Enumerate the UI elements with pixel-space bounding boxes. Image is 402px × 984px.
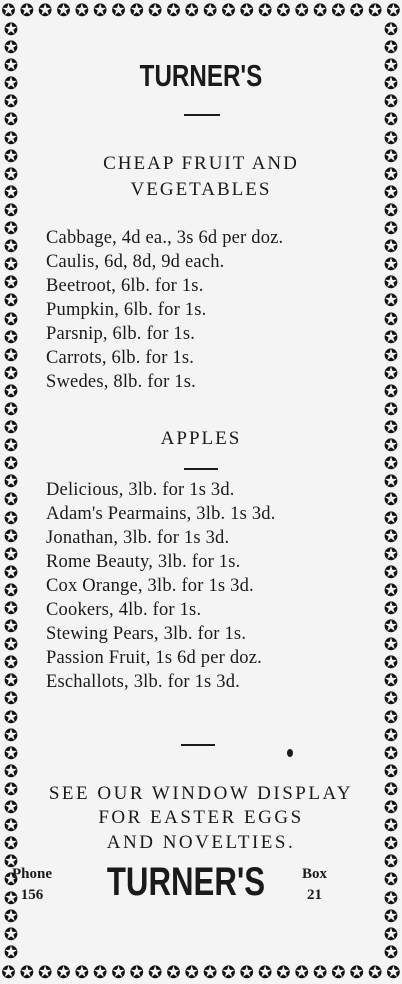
box-number: 21 (307, 887, 322, 903)
star-icon: ✪ (383, 327, 399, 348)
star-icon: ✪ (74, 0, 89, 21)
star-icon: ✪ (331, 962, 346, 983)
star-icon: ✪ (3, 834, 19, 855)
star-icon: ✪ (3, 363, 19, 384)
star-icon: ✪ (3, 580, 19, 601)
star-icon: ✪ (93, 962, 108, 983)
star-icon: ✪ (56, 0, 71, 21)
star-icon: ✪ (312, 0, 328, 21)
star-icon: ✪ (38, 962, 53, 983)
phone-number: 156 (20, 887, 44, 903)
fruit-subheading: VEGETABLES (130, 179, 272, 200)
star-icon: ✪ (383, 237, 399, 258)
star-icon: ✪ (3, 291, 19, 312)
star-icon: ✪ (386, 0, 401, 21)
apples-list (46, 478, 276, 694)
star-icon: ✪ (3, 635, 19, 656)
star-icon: ✪ (386, 962, 401, 983)
star-icon: ✪ (331, 0, 346, 21)
star-icon: ✪ (148, 962, 163, 983)
list-item: Rome Beauty, 3lb. for 1s. (46, 552, 241, 572)
star-icon: ✪ (383, 906, 399, 927)
star-icon: ✪ (111, 962, 126, 983)
star-icon: ✪ (383, 363, 399, 384)
star-icon: ✪ (3, 164, 19, 185)
star-icon: ✪ (383, 924, 399, 945)
star-icon: ✪ (3, 490, 19, 511)
star-border-top (0, 0, 402, 22)
star-icon: ✪ (3, 906, 19, 927)
star-icon: ✪ (3, 418, 19, 439)
star-icon: ✪ (383, 454, 399, 475)
star-icon: ✪ (257, 0, 273, 21)
fruit-list (46, 226, 283, 394)
star-icon: ✪ (383, 617, 399, 638)
star-icon: ✪ (239, 962, 254, 983)
star-icon: ✪ (3, 870, 19, 891)
star-icon: ✪ (3, 852, 19, 873)
ad-content (24, 22, 378, 962)
star-icon: ✪ (367, 962, 383, 983)
star-icon: ✪ (93, 0, 108, 21)
star-icon: ✪ (184, 962, 199, 983)
star-icon: ✪ (221, 962, 236, 983)
box-block (302, 864, 327, 906)
fruit-heading: CHEAP FRUIT AND (103, 153, 299, 174)
divider-rule (181, 744, 215, 746)
star-icon: ✪ (3, 472, 19, 493)
star-icon: ✪ (383, 544, 399, 565)
star-icon: ✪ (3, 182, 19, 203)
star-icon: ✪ (3, 671, 19, 692)
star-icon: ✪ (383, 92, 399, 113)
phone-label: Phone (12, 866, 53, 882)
star-icon: ✪ (3, 381, 19, 402)
list-item: Delicious, 3lb. for 1s 3d. (46, 480, 235, 500)
star-border-bottom (0, 962, 402, 984)
list-item: Cabbage, 4d ea., 3s 6d per doz. (46, 228, 284, 248)
star-border-right (380, 22, 402, 962)
star-icon: ✪ (239, 0, 254, 21)
star-icon: ✪ (383, 689, 399, 710)
star-icon: ✪ (56, 962, 71, 983)
star-icon: ✪ (3, 508, 19, 529)
star-icon: ✪ (3, 273, 19, 294)
phone-block (12, 864, 52, 906)
list-item: Eschallots, 3lb. for 1s 3d. (46, 672, 240, 692)
star-icon: ✪ (221, 0, 236, 21)
star-icon: ✪ (3, 399, 19, 420)
promo-line-3: AND NOVELTIES. (106, 832, 296, 853)
star-icon: ✪ (3, 327, 19, 348)
star-icon: ✪ (3, 599, 19, 619)
star-icon: ✪ (3, 653, 19, 674)
star-icon: ✪ (383, 291, 399, 312)
star-icon: ✪ (3, 544, 19, 565)
star-icon: ✪ (383, 834, 399, 855)
star-icon: ✪ (74, 962, 89, 983)
star-icon: ✪ (383, 399, 399, 420)
star-icon: ✪ (383, 816, 399, 837)
star-icon: ✪ (383, 255, 399, 276)
star-icon: ✪ (383, 128, 399, 149)
star-icon: ✪ (3, 436, 19, 457)
star-icon: ✪ (3, 74, 19, 95)
star-icon: ✪ (383, 146, 399, 167)
list-item: Pumpkin, 6lb. for 1s. (46, 300, 207, 320)
star-icon: ✪ (349, 0, 364, 21)
star-icon: ✪ (3, 816, 19, 837)
star-icon: ✪ (383, 273, 399, 294)
star-icon: ✪ (166, 0, 181, 21)
star-icon: ✪ (202, 0, 218, 21)
star-icon: ✪ (294, 0, 309, 21)
star-icon: ✪ (383, 725, 399, 746)
star-icon: ✪ (383, 345, 399, 366)
star-icon: ✪ (383, 490, 399, 511)
star-icon: ✪ (3, 526, 19, 547)
star-icon: ✪ (312, 962, 328, 983)
star-icon: ✪ (3, 92, 19, 113)
star-icon: ✪ (383, 182, 399, 203)
star-icon: ✪ (383, 653, 399, 674)
star-icon: ✪ (276, 962, 291, 983)
star-icon: ✪ (383, 472, 399, 493)
star-icon: ✪ (129, 0, 144, 21)
star-icon: ✪ (383, 562, 399, 583)
divider-rule (184, 468, 218, 470)
star-icon: ✪ (3, 454, 19, 475)
star-icon: ✪ (383, 743, 399, 764)
box-label: Box (302, 866, 328, 882)
star-icon: ✪ (3, 725, 19, 746)
star-icon: ✪ (383, 22, 399, 40)
list-item: Swedes, 8lb. for 1s. (46, 372, 196, 392)
star-icon: ✪ (383, 110, 399, 131)
star-icon: ✪ (383, 309, 399, 330)
star-icon: ✪ (383, 870, 399, 891)
star-icon: ✪ (3, 924, 19, 945)
star-icon: ✪ (3, 255, 19, 276)
star-icon: ✪ (367, 0, 383, 21)
star-icon: ✪ (383, 888, 399, 909)
star-icon: ✪ (383, 599, 399, 619)
apples-heading: APPLES (160, 428, 242, 449)
list-item: Cookers, 4lb. for 1s. (46, 600, 202, 620)
divider-rule (184, 114, 220, 116)
star-border-left (0, 22, 22, 962)
star-icon: ✪ (3, 798, 19, 819)
star-icon: ✪ (3, 707, 19, 728)
star-icon: ✪ (19, 0, 34, 21)
star-icon: ✪ (383, 761, 399, 782)
star-icon: ✪ (3, 942, 19, 962)
print-speck (287, 749, 293, 757)
star-icon: ✪ (3, 237, 19, 258)
star-icon: ✪ (3, 562, 19, 583)
star-icon: ✪ (383, 707, 399, 728)
list-item: Jonathan, 3lb. for 1s 3d. (46, 528, 230, 548)
list-item: Adam's Pearmains, 3lb. 1s 3d. (46, 504, 276, 524)
star-icon: ✪ (383, 779, 399, 800)
star-icon: ✪ (111, 0, 126, 21)
star-icon: ✪ (383, 219, 399, 240)
star-icon: ✪ (3, 219, 19, 240)
star-icon: ✪ (3, 56, 19, 77)
star-icon: ✪ (383, 526, 399, 547)
star-icon: ✪ (1, 0, 16, 21)
star-icon: ✪ (3, 309, 19, 330)
promo-line-1: SEE OUR WINDOW DISPLAY (48, 783, 354, 804)
star-icon: ✪ (383, 74, 399, 95)
star-icon: ✪ (383, 436, 399, 457)
star-icon: ✪ (257, 962, 273, 983)
star-icon: ✪ (383, 56, 399, 77)
star-icon: ✪ (383, 942, 399, 962)
star-icon: ✪ (3, 146, 19, 167)
star-icon: ✪ (383, 200, 399, 221)
star-icon: ✪ (3, 761, 19, 782)
star-icon: ✪ (3, 743, 19, 764)
star-icon: ✪ (349, 962, 364, 983)
star-icon: ✪ (1, 962, 16, 983)
star-icon: ✪ (166, 962, 181, 983)
star-icon: ✪ (383, 164, 399, 185)
star-icon: ✪ (3, 38, 19, 59)
star-icon: ✪ (19, 962, 34, 983)
star-icon: ✪ (3, 22, 19, 40)
ad-title: TURNER'S (139, 58, 263, 93)
star-icon: ✪ (3, 888, 19, 909)
star-icon: ✪ (383, 635, 399, 656)
list-item: Carrots, 6lb. for 1s. (46, 348, 195, 368)
star-icon: ✪ (3, 110, 19, 131)
star-icon: ✪ (294, 962, 309, 983)
star-icon: ✪ (3, 345, 19, 366)
promo-line-2: FOR EASTER EGGS (98, 807, 304, 828)
star-icon: ✪ (3, 779, 19, 800)
list-item: Beetroot, 6lb. for 1s. (46, 276, 204, 296)
star-icon: ✪ (383, 852, 399, 873)
star-icon: ✪ (3, 200, 19, 221)
star-icon: ✪ (129, 962, 144, 983)
star-icon: ✪ (383, 580, 399, 601)
star-icon: ✪ (202, 962, 218, 983)
star-icon: ✪ (383, 38, 399, 59)
star-icon: ✪ (276, 0, 291, 21)
star-icon: ✪ (3, 128, 19, 149)
star-icon: ✪ (383, 798, 399, 819)
list-item: Caulis, 6d, 8d, 9d each. (46, 252, 225, 272)
star-icon: ✪ (3, 617, 19, 638)
list-item: Stewing Pears, 3lb. for 1s. (46, 624, 247, 644)
star-icon: ✪ (3, 689, 19, 710)
star-icon: ✪ (148, 0, 163, 21)
star-icon: ✪ (38, 0, 53, 21)
list-item: Cox Orange, 3lb. for 1s 3d. (46, 576, 254, 596)
list-item: Passion Fruit, 1s 6d per doz. (46, 648, 262, 668)
star-icon: ✪ (383, 508, 399, 529)
footer-title: TURNER'S (106, 860, 266, 904)
star-icon: ✪ (383, 671, 399, 692)
star-icon: ✪ (383, 418, 399, 439)
list-item: Parsnip, 6lb. for 1s. (46, 324, 196, 344)
star-icon: ✪ (383, 381, 399, 402)
star-icon: ✪ (184, 0, 199, 21)
